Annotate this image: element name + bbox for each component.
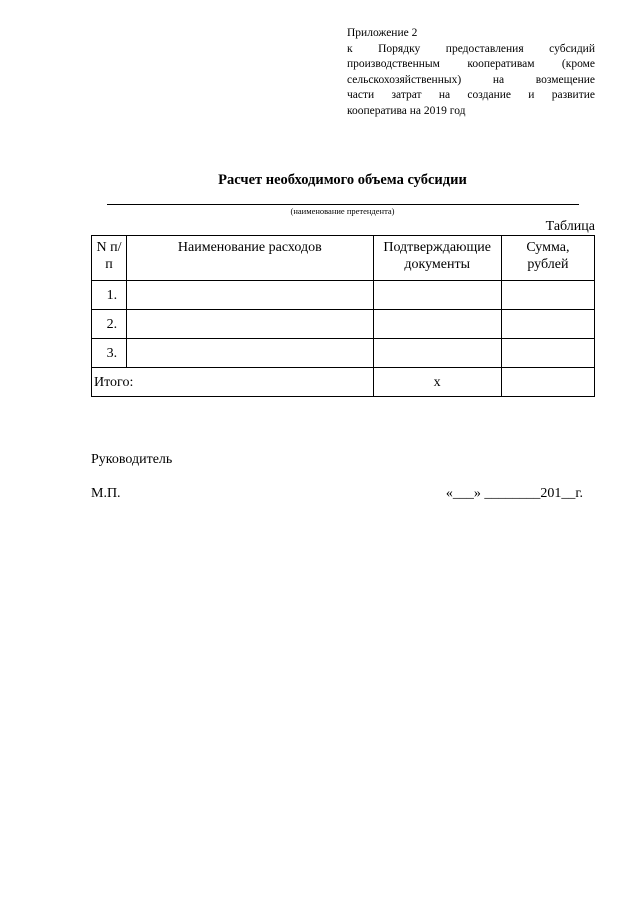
appendix-line: производственным кооперативам (кроме bbox=[347, 58, 595, 70]
applicant-name-line bbox=[107, 204, 579, 205]
appendix-line: части затрат на создание и развитие bbox=[347, 89, 595, 101]
row-sum[interactable] bbox=[501, 281, 594, 310]
row-sum[interactable] bbox=[501, 310, 594, 339]
header-sum: Сумма, рублей bbox=[501, 236, 594, 281]
table-row bbox=[92, 310, 595, 339]
appendix-line: Приложение 2 bbox=[347, 27, 418, 39]
applicant-caption: (наименование претендента) bbox=[290, 206, 395, 216]
row-expense-name[interactable] bbox=[127, 281, 373, 310]
row-number: 1. bbox=[92, 281, 127, 310]
header-documents: Подтверждающие документы bbox=[373, 236, 501, 281]
row-number: 3. bbox=[92, 339, 127, 368]
table-row bbox=[92, 339, 595, 368]
row-documents[interactable] bbox=[373, 339, 501, 368]
table-header-row bbox=[92, 236, 595, 281]
table-label: Таблица bbox=[545, 219, 595, 234]
table-row bbox=[92, 281, 595, 310]
row-sum[interactable] bbox=[501, 339, 594, 368]
row-documents[interactable] bbox=[373, 310, 501, 339]
appendix-line: сельскохозяйственных) на возмещение bbox=[347, 73, 595, 86]
row-documents[interactable] bbox=[373, 281, 501, 310]
appendix-line: к Порядку предоставления субсидий bbox=[347, 42, 595, 55]
stamp-label: М.П. bbox=[91, 486, 121, 501]
date-line: «___» ________201__г. bbox=[445, 486, 583, 501]
head-signature-label: Руководитель bbox=[91, 452, 173, 467]
row-expense-name[interactable] bbox=[127, 339, 373, 368]
header-expense-name: Наименование расходов bbox=[127, 236, 373, 281]
header-number: N п/п bbox=[92, 236, 127, 281]
total-label: Итого: bbox=[92, 368, 374, 397]
total-documents: x bbox=[373, 368, 501, 397]
document-title: Расчет необходимого объема субсидии bbox=[218, 172, 467, 188]
total-sum[interactable] bbox=[501, 368, 594, 397]
appendix-note bbox=[347, 26, 595, 119]
subsidy-calculation-table bbox=[91, 235, 595, 397]
appendix-line: кооператива на 2019 год bbox=[347, 104, 466, 117]
total-row bbox=[92, 368, 595, 397]
row-expense-name[interactable] bbox=[127, 310, 373, 339]
row-number: 2. bbox=[92, 310, 127, 339]
